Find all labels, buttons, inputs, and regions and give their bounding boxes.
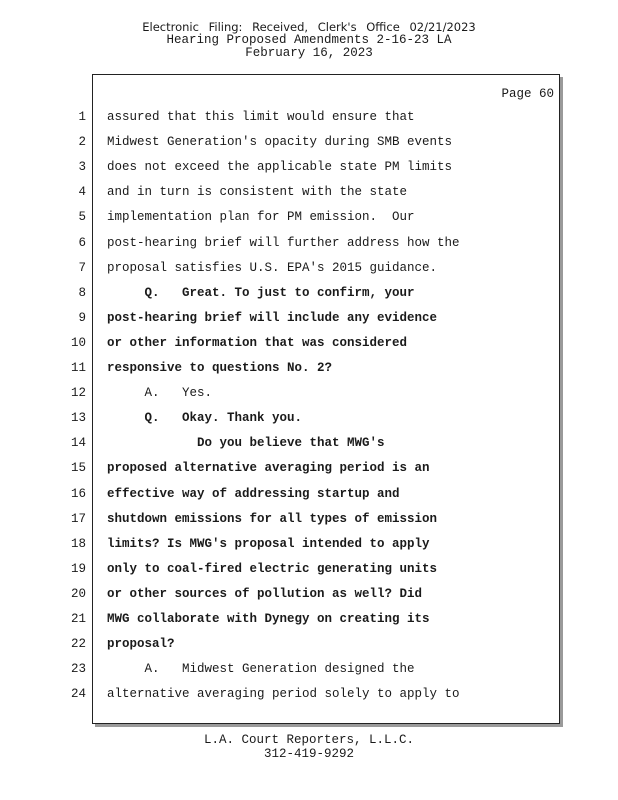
reporter-phone: 312-419-9292	[263, 747, 354, 761]
transcript-line	[0, 487, 600, 512]
page-number: Page 60	[501, 87, 554, 101]
line-text: A. Midwest Generation designed the	[107, 662, 415, 677]
line-number: 23	[70, 662, 86, 677]
line-number: 6	[78, 235, 86, 250]
line-text: Do you believe that MWG's	[107, 436, 385, 451]
transcript-line	[0, 160, 600, 185]
transcript-line	[0, 411, 600, 436]
line-text: post-hearing brief will further address how the	[107, 235, 460, 250]
transcript-line	[0, 612, 600, 637]
line-text: limits? Is MWG's proposal intended to apply	[107, 536, 430, 551]
transcript-line	[0, 311, 600, 336]
line-text: proposal?	[107, 637, 175, 652]
line-number: 1	[78, 110, 86, 124]
transcript-line	[0, 662, 600, 687]
transcript-line	[0, 512, 600, 537]
transcript-line	[0, 185, 600, 210]
transcript-line	[0, 361, 600, 386]
line-text: implementation plan for PM emission. Our	[107, 210, 415, 225]
line-text: or other information that was considered	[107, 335, 408, 350]
transcript-line	[0, 135, 600, 160]
hearing-title: Hearing Proposed Amendments 2-16-23 LA	[166, 33, 452, 47]
transcript-line	[0, 436, 600, 461]
line-number: 5	[78, 210, 86, 225]
line-number: 8	[78, 285, 86, 300]
transcript-line	[0, 537, 600, 562]
line-number: 22	[70, 637, 86, 652]
line-text: post-hearing brief will include any evidence	[107, 310, 438, 325]
transcript-line	[0, 261, 600, 286]
line-number: 17	[70, 511, 86, 526]
transcript-line	[0, 236, 600, 261]
line-number: 19	[70, 561, 86, 576]
transcript-line	[0, 336, 600, 361]
transcript-line	[0, 637, 600, 662]
line-text: and in turn is consistent with the state	[107, 185, 408, 200]
line-number: 24	[70, 687, 86, 702]
line-number: 7	[78, 260, 86, 275]
line-text: shutdown emissions for all types of emission	[107, 511, 438, 526]
line-number: 14	[70, 436, 86, 451]
line-text: proposal satisfies U.S. EPA's 2015 guidance.	[107, 260, 438, 275]
line-text: Q. Great. To just to confirm, your	[107, 285, 415, 300]
line-text: effective way of addressing startup and	[107, 486, 400, 501]
filing-stamp: Electronic Filing: Received, Clerk's Office 02/21/2023	[142, 20, 476, 34]
transcript-line	[0, 687, 600, 712]
transcript-line	[0, 587, 600, 612]
transcript-line	[0, 461, 600, 486]
line-text: only to coal-fired electric generating units	[107, 561, 438, 576]
line-text: does not exceed the applicable state PM limits	[107, 160, 453, 175]
transcript-line	[0, 562, 600, 587]
line-text: proposed alternative averaging period is an	[107, 461, 430, 476]
line-text: alternative averaging period solely to apply to	[107, 687, 460, 702]
line-text: Midwest Generation's opacity during SMB events	[107, 135, 453, 150]
transcript-line	[0, 386, 600, 411]
hearing-date: February 16, 2023	[245, 46, 373, 60]
line-number: 13	[70, 411, 86, 426]
line-text: A. Yes.	[107, 386, 213, 401]
line-number: 9	[78, 310, 86, 325]
line-text: responsive to questions No. 2?	[107, 361, 333, 375]
line-number: 15	[70, 461, 86, 476]
transcript-line	[0, 110, 600, 135]
line-number: 20	[70, 586, 86, 601]
page-header	[0, 20, 618, 60]
line-number: 2	[78, 135, 86, 150]
transcript-line	[0, 210, 600, 235]
line-number: 3	[78, 160, 86, 175]
line-text: or other sources of pollution as well? Did	[107, 586, 423, 601]
line-number: 21	[70, 612, 86, 626]
line-text: Q. Okay. Thank you.	[107, 411, 303, 426]
transcript-line	[0, 286, 600, 311]
page-footer	[0, 733, 618, 761]
line-number: 11	[70, 361, 86, 375]
line-text: assured that this limit would ensure that	[107, 110, 415, 124]
line-number: 16	[70, 486, 86, 501]
line-number: 18	[70, 536, 86, 551]
line-text: MWG collaborate with Dynegy on creating its	[107, 612, 430, 626]
reporter-company: L.A. Court Reporters, L.L.C.	[203, 733, 415, 747]
line-number: 12	[70, 386, 86, 401]
line-number: 10	[70, 335, 86, 350]
line-number: 4	[78, 185, 86, 200]
